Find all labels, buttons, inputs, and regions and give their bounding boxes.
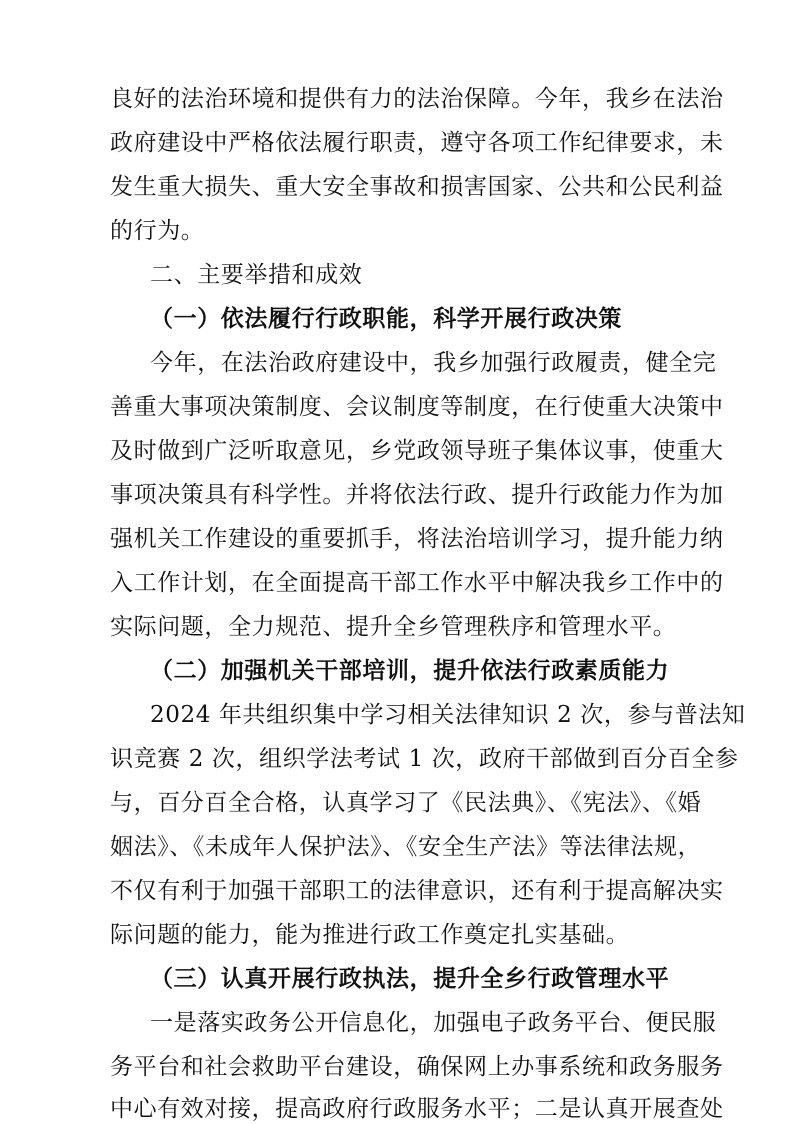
- body-text-line: 发生重大损失、重大安全事故和损害国家、公共和公民利益: [110, 174, 724, 200]
- subsection-heading: （一）依法履行行政职能，科学开展行政决策: [150, 305, 622, 332]
- body-text-line: 一是落实政务公开信息化，加强电子政务平台、便民服: [150, 1010, 717, 1036]
- body-text-line: 识竞赛 2 次，组织学法考试 1 次，政府干部做到百分百全参: [110, 746, 739, 772]
- body-text-line: 中心有效对接，提高政府行政服务水平；二是认真开展查处: [110, 1096, 724, 1122]
- body-text-line: 良好的法治环境和提供有力的法治保障。今年，我乡在法治: [110, 86, 724, 112]
- subsection-heading: （二）加强机关干部培训，提升依法行政素质能力: [150, 657, 670, 684]
- body-text-line: 今年，在法治政府建设中，我乡加强行政履责，健全完: [150, 350, 717, 376]
- body-text-line: 入工作计划，在全面提高干部工作水平中解决我乡工作中的: [110, 570, 724, 596]
- body-text-line: 与，百分百全合格，认真学习了《民法典》、《宪法》、《婚: [110, 790, 702, 816]
- body-text-line: 政府建设中严格依法履行职责，遵守各项工作纪律要求，未: [110, 130, 724, 156]
- body-text-line: 2024 年共组织集中学习相关法律知识 2 次，参与普法知: [150, 702, 746, 728]
- body-text-line: 实际问题，全力规范、提升全乡管理秩序和管理水平。: [110, 614, 677, 640]
- body-text-line: 姻法》、《未成年人保护法》、《安全生产法》等法律法规，: [110, 834, 702, 860]
- body-text-line: 不仅有利于加强干部职工的法律意识，还有利于提高解决实: [110, 878, 724, 904]
- body-text-line: 强机关工作建设的重要抓手，将法治培训学习，提升能力纳: [110, 526, 724, 552]
- body-text-line: 及时做到广泛听取意见，乡党政领导班子集体议事，使重大: [110, 438, 724, 464]
- body-text-line: 际问题的能力，能为推进行政工作奠定扎实基础。: [110, 922, 630, 948]
- section-heading: 二、主要举措和成效: [150, 262, 363, 288]
- body-text-line: 善重大事项决策制度、会议制度等制度，在行使重大决策中: [110, 394, 724, 420]
- body-text-line: 事项决策具有科学性。并将依法行政、提升行政能力作为加: [110, 482, 724, 508]
- body-text-line: 务平台和社会救助平台建设，确保网上办事系统和政务服务: [110, 1054, 724, 1080]
- body-text-line: 的行为。: [110, 218, 205, 244]
- subsection-heading: （三）认真开展行政执法，提升全乡行政管理水平: [150, 965, 670, 992]
